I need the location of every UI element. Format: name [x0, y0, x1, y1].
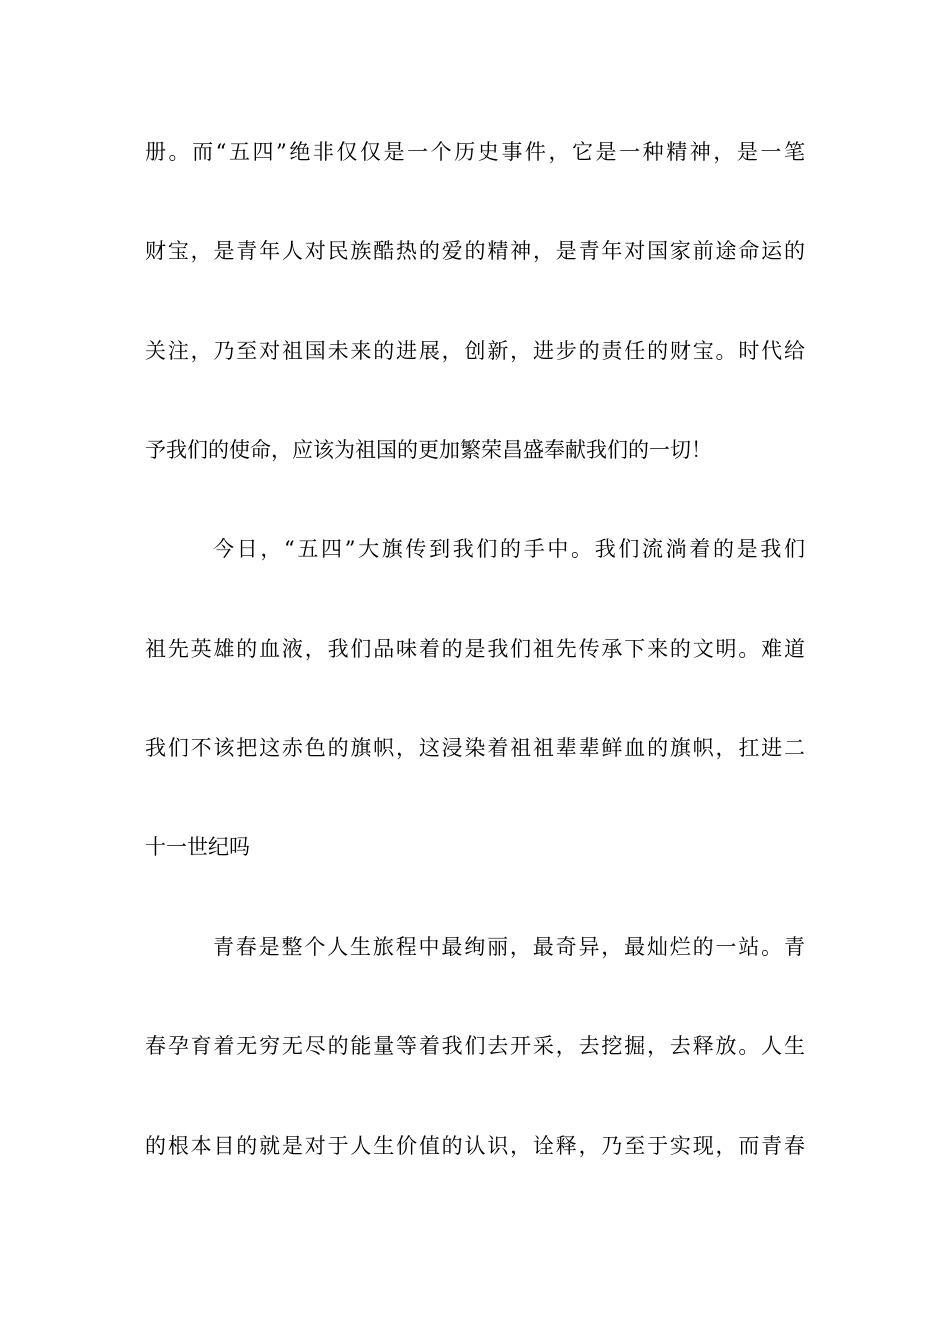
paragraph-line: 祖先英雄的血液，我们品味着的是我们祖先传承下来的文明。难道	[145, 637, 805, 661]
paragraph-line: 我们不该把这赤色的旗帜，这浸染着祖祖辈辈鲜血的旗帜，扛进二	[145, 736, 805, 760]
paragraph-line: 十一世纪吗	[145, 835, 250, 859]
paragraph-first-line: 今日，“五四”大旗传到我们的手中。我们流淌着的是我们	[213, 537, 805, 561]
paragraph-line: 财宝，是青年人对民族酷热的爱的精神，是青年对国家前途命运的	[145, 239, 805, 263]
paragraph-line: 予我们的使命，应该为祖国的更加繁荣昌盛奉献我们的一切！	[145, 438, 712, 462]
paragraph-line: 关注，乃至对祖国未来的进展，创新，进步的责任的财宝。时代给	[145, 339, 805, 363]
paragraph-line: 春孕育着无穷无尽的能量等着我们去开采，去挖掘，去释放。人生	[145, 1034, 805, 1058]
paragraph-line: 的根本目的就是对于人生价值的认识，诠释，乃至于实现，而青春	[145, 1134, 805, 1158]
paragraph-first-line: 青春是整个人生旅程中最绚丽，最奇异，最灿烂的一站。青	[213, 935, 805, 959]
paragraph-line: 册。而“五四”绝非仅仅是一个历史事件，它是一种精神，是一笔	[145, 140, 805, 164]
